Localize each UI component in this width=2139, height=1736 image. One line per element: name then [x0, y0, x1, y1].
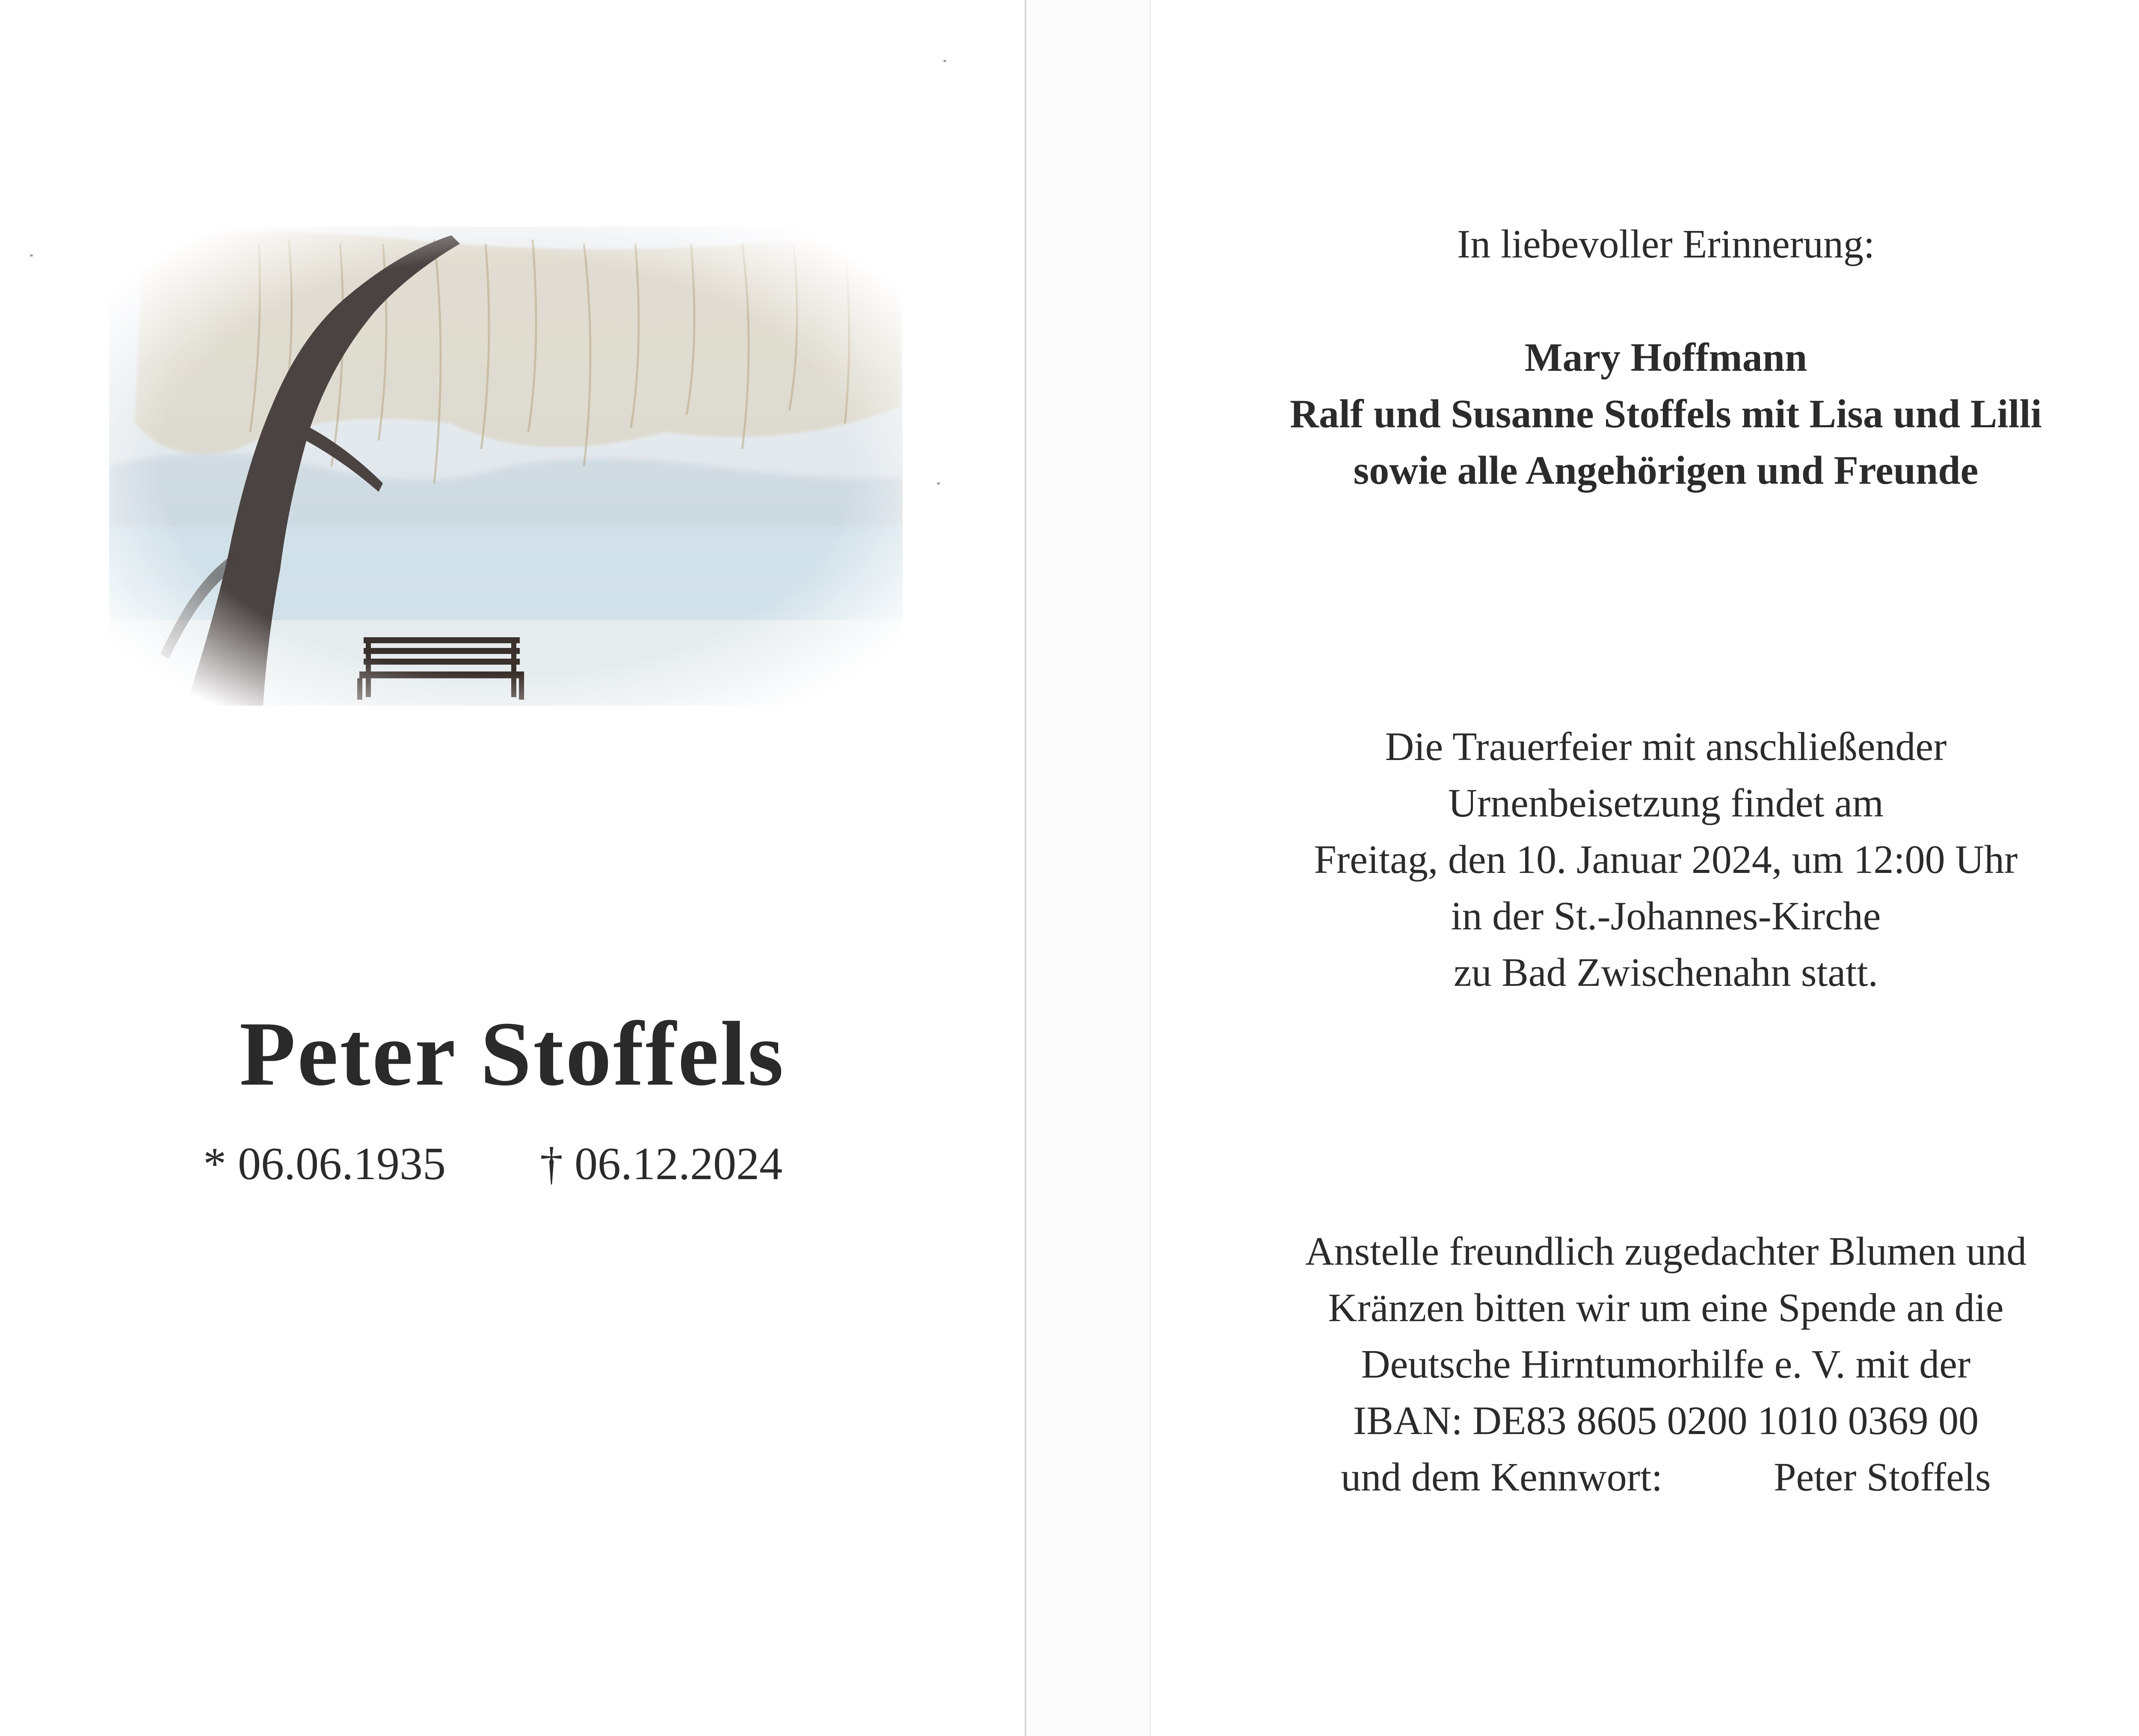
donation-line: Deutsche Hirntumorhilfe e. V. mit der	[1361, 1342, 1971, 1387]
birth-date: * 06.06.1935	[203, 1139, 446, 1189]
donation-line: Anstelle freundlich zugedachter Blumen und	[1305, 1229, 2027, 1274]
tree-bench-lake-photo	[109, 227, 903, 706]
mourners-list	[1151, 329, 2139, 499]
donation-keyword-line	[1151, 1449, 2139, 1505]
ceremony-line: Freitag, den 10. Januar 2024, um 12:00 Uhr	[1314, 837, 2018, 882]
scan-speck	[943, 60, 946, 62]
ceremony-line: zu Bad Zwischenahn statt.	[1454, 950, 1878, 995]
ceremony-line: Die Trauerfeier mit anschließender	[1385, 725, 1947, 769]
fold-line-left	[1025, 0, 1026, 1736]
mourner-line: Mary Hoffmann	[1524, 335, 1807, 380]
keyword-label: und dem Kennwort:	[1341, 1455, 1663, 1499]
mourner-line: sowie alle Angehörigen und Freunde	[1353, 448, 1979, 493]
scan-speck	[937, 482, 940, 485]
donation-iban: IBAN: DE83 8605 0200 1010 0369 00	[1353, 1399, 1979, 1443]
card-fold-gap	[1026, 0, 1150, 1736]
keyword-value: Peter Stoffels	[1774, 1455, 1991, 1499]
scan-speck	[30, 254, 33, 257]
donation-line: Kränzen bitten wir um eine Spende an die	[1328, 1286, 2004, 1330]
memory-title: In liebevoller Erinnerung:	[1457, 222, 1875, 266]
death-date: † 06.12.2024	[540, 1139, 782, 1189]
mourner-line: Ralf und Susanne Stoffels mit Lisa und Lilli	[1290, 392, 2042, 436]
deceased-name: Peter Stoffels	[239, 1003, 785, 1105]
donation-info	[1151, 1223, 2139, 1505]
ceremony-info	[1151, 719, 2139, 1001]
ceremony-line: Urnenbeisetzung findet am	[1448, 781, 1884, 825]
ceremony-line: in der St.-Johannes-Kirche	[1451, 894, 1881, 938]
